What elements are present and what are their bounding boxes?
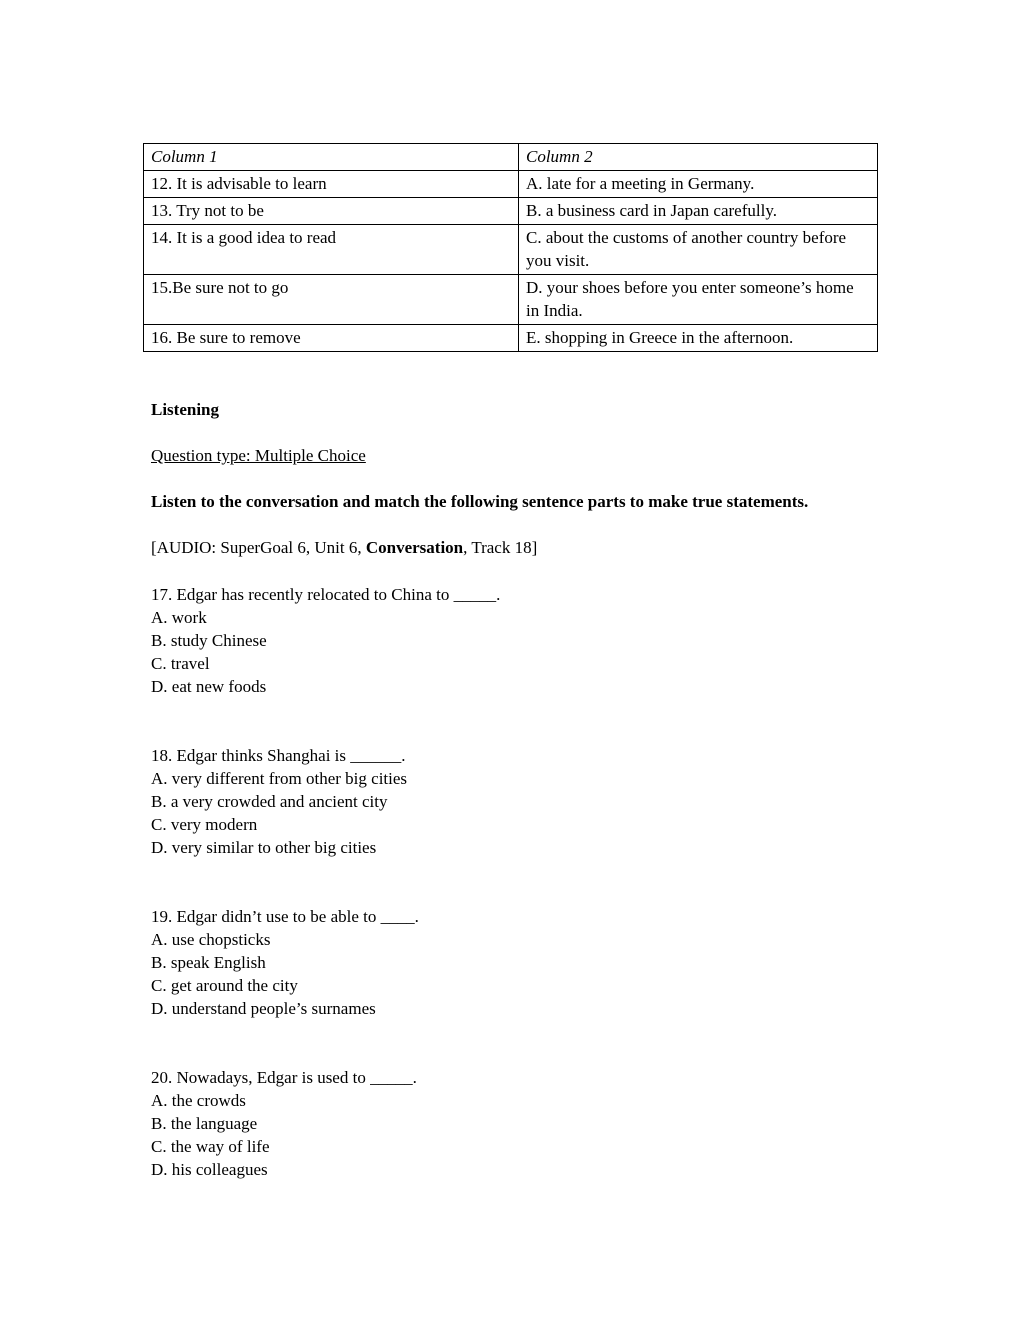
table-cell-option-b: B. a business card in Japan carefully. xyxy=(519,198,878,225)
table-cell-item-15: 15.Be sure not to go xyxy=(144,275,519,325)
question-option-d: D. understand people’s surnames xyxy=(151,999,376,1018)
table-cell-option-e: E. shopping in Greece in the afternoon. xyxy=(519,325,878,352)
question-option-c: C. very modern xyxy=(151,815,258,834)
table-cell-item-14: 14. It is a good idea to read xyxy=(144,225,519,275)
table-cell-item-16: 16. Be sure to remove xyxy=(144,325,519,352)
question-type-label: Question type: Multiple Choice xyxy=(151,446,366,465)
instructions-text: Listen to the conversation and match the following sentence parts to make true statements. xyxy=(151,492,809,511)
question-option-d: D. eat new foods xyxy=(151,677,267,696)
table-cell-item-13: 13. Try not to be xyxy=(144,198,519,225)
question-option-c: C. the way of life xyxy=(151,1137,270,1156)
table-row xyxy=(144,171,878,198)
question-option-b: B. a very crowded and ancient city xyxy=(151,792,388,811)
table-row xyxy=(144,198,878,225)
audio-reference-suffix: , Track 18] xyxy=(463,538,538,557)
question-option-d: D. his colleagues xyxy=(151,1160,268,1179)
audio-reference-line xyxy=(151,536,883,559)
question-option-d: D. very similar to other big cities xyxy=(151,838,377,857)
question-stem: 17. Edgar has recently relocated to China to _____. xyxy=(151,585,501,604)
table-cell-option-d: D. your shoes before you enter someone’s home in India. xyxy=(519,275,878,325)
table-row xyxy=(144,275,878,325)
table-header-column-1: Column 1 xyxy=(144,144,519,171)
question-option-c: C. travel xyxy=(151,654,210,673)
table-header-column-2: Column 2 xyxy=(519,144,878,171)
audio-reference-prefix: [AUDIO: SuperGoal 6, Unit 6, xyxy=(151,538,366,557)
table-header-row xyxy=(144,144,878,171)
question-19 xyxy=(151,905,883,1020)
worksheet-page xyxy=(143,143,883,1181)
question-20 xyxy=(151,1066,883,1181)
question-option-b: B. the language xyxy=(151,1114,258,1133)
table-cell-item-12: 12. It is advisable to learn xyxy=(144,171,519,198)
matching-table xyxy=(143,143,878,352)
question-option-a: A. use chopsticks xyxy=(151,930,271,949)
table-cell-option-a: A. late for a meeting in Germany. xyxy=(519,171,878,198)
question-18 xyxy=(151,744,883,859)
table-row xyxy=(144,325,878,352)
question-option-b: B. study Chinese xyxy=(151,631,267,650)
question-option-c: C. get around the city xyxy=(151,976,298,995)
audio-reference-bold: Conversation xyxy=(365,538,464,557)
question-17 xyxy=(151,583,883,698)
question-type-line-wrap xyxy=(151,421,883,467)
question-option-b: B. speak English xyxy=(151,953,266,972)
section-heading-listening: Listening xyxy=(151,400,220,419)
question-option-a: A. very different from other big cities xyxy=(151,769,408,788)
question-option-a: A. the crowds xyxy=(151,1091,246,1110)
question-option-a: A. work xyxy=(151,608,207,627)
table-row xyxy=(144,225,878,275)
question-stem: 18. Edgar thinks Shanghai is ______. xyxy=(151,746,406,765)
question-stem: 19. Edgar didn’t use to be able to ____. xyxy=(151,907,419,926)
question-stem: 20. Nowadays, Edgar is used to _____. xyxy=(151,1068,417,1087)
table-cell-option-c: C. about the customs of another country before you visit. xyxy=(519,225,878,275)
